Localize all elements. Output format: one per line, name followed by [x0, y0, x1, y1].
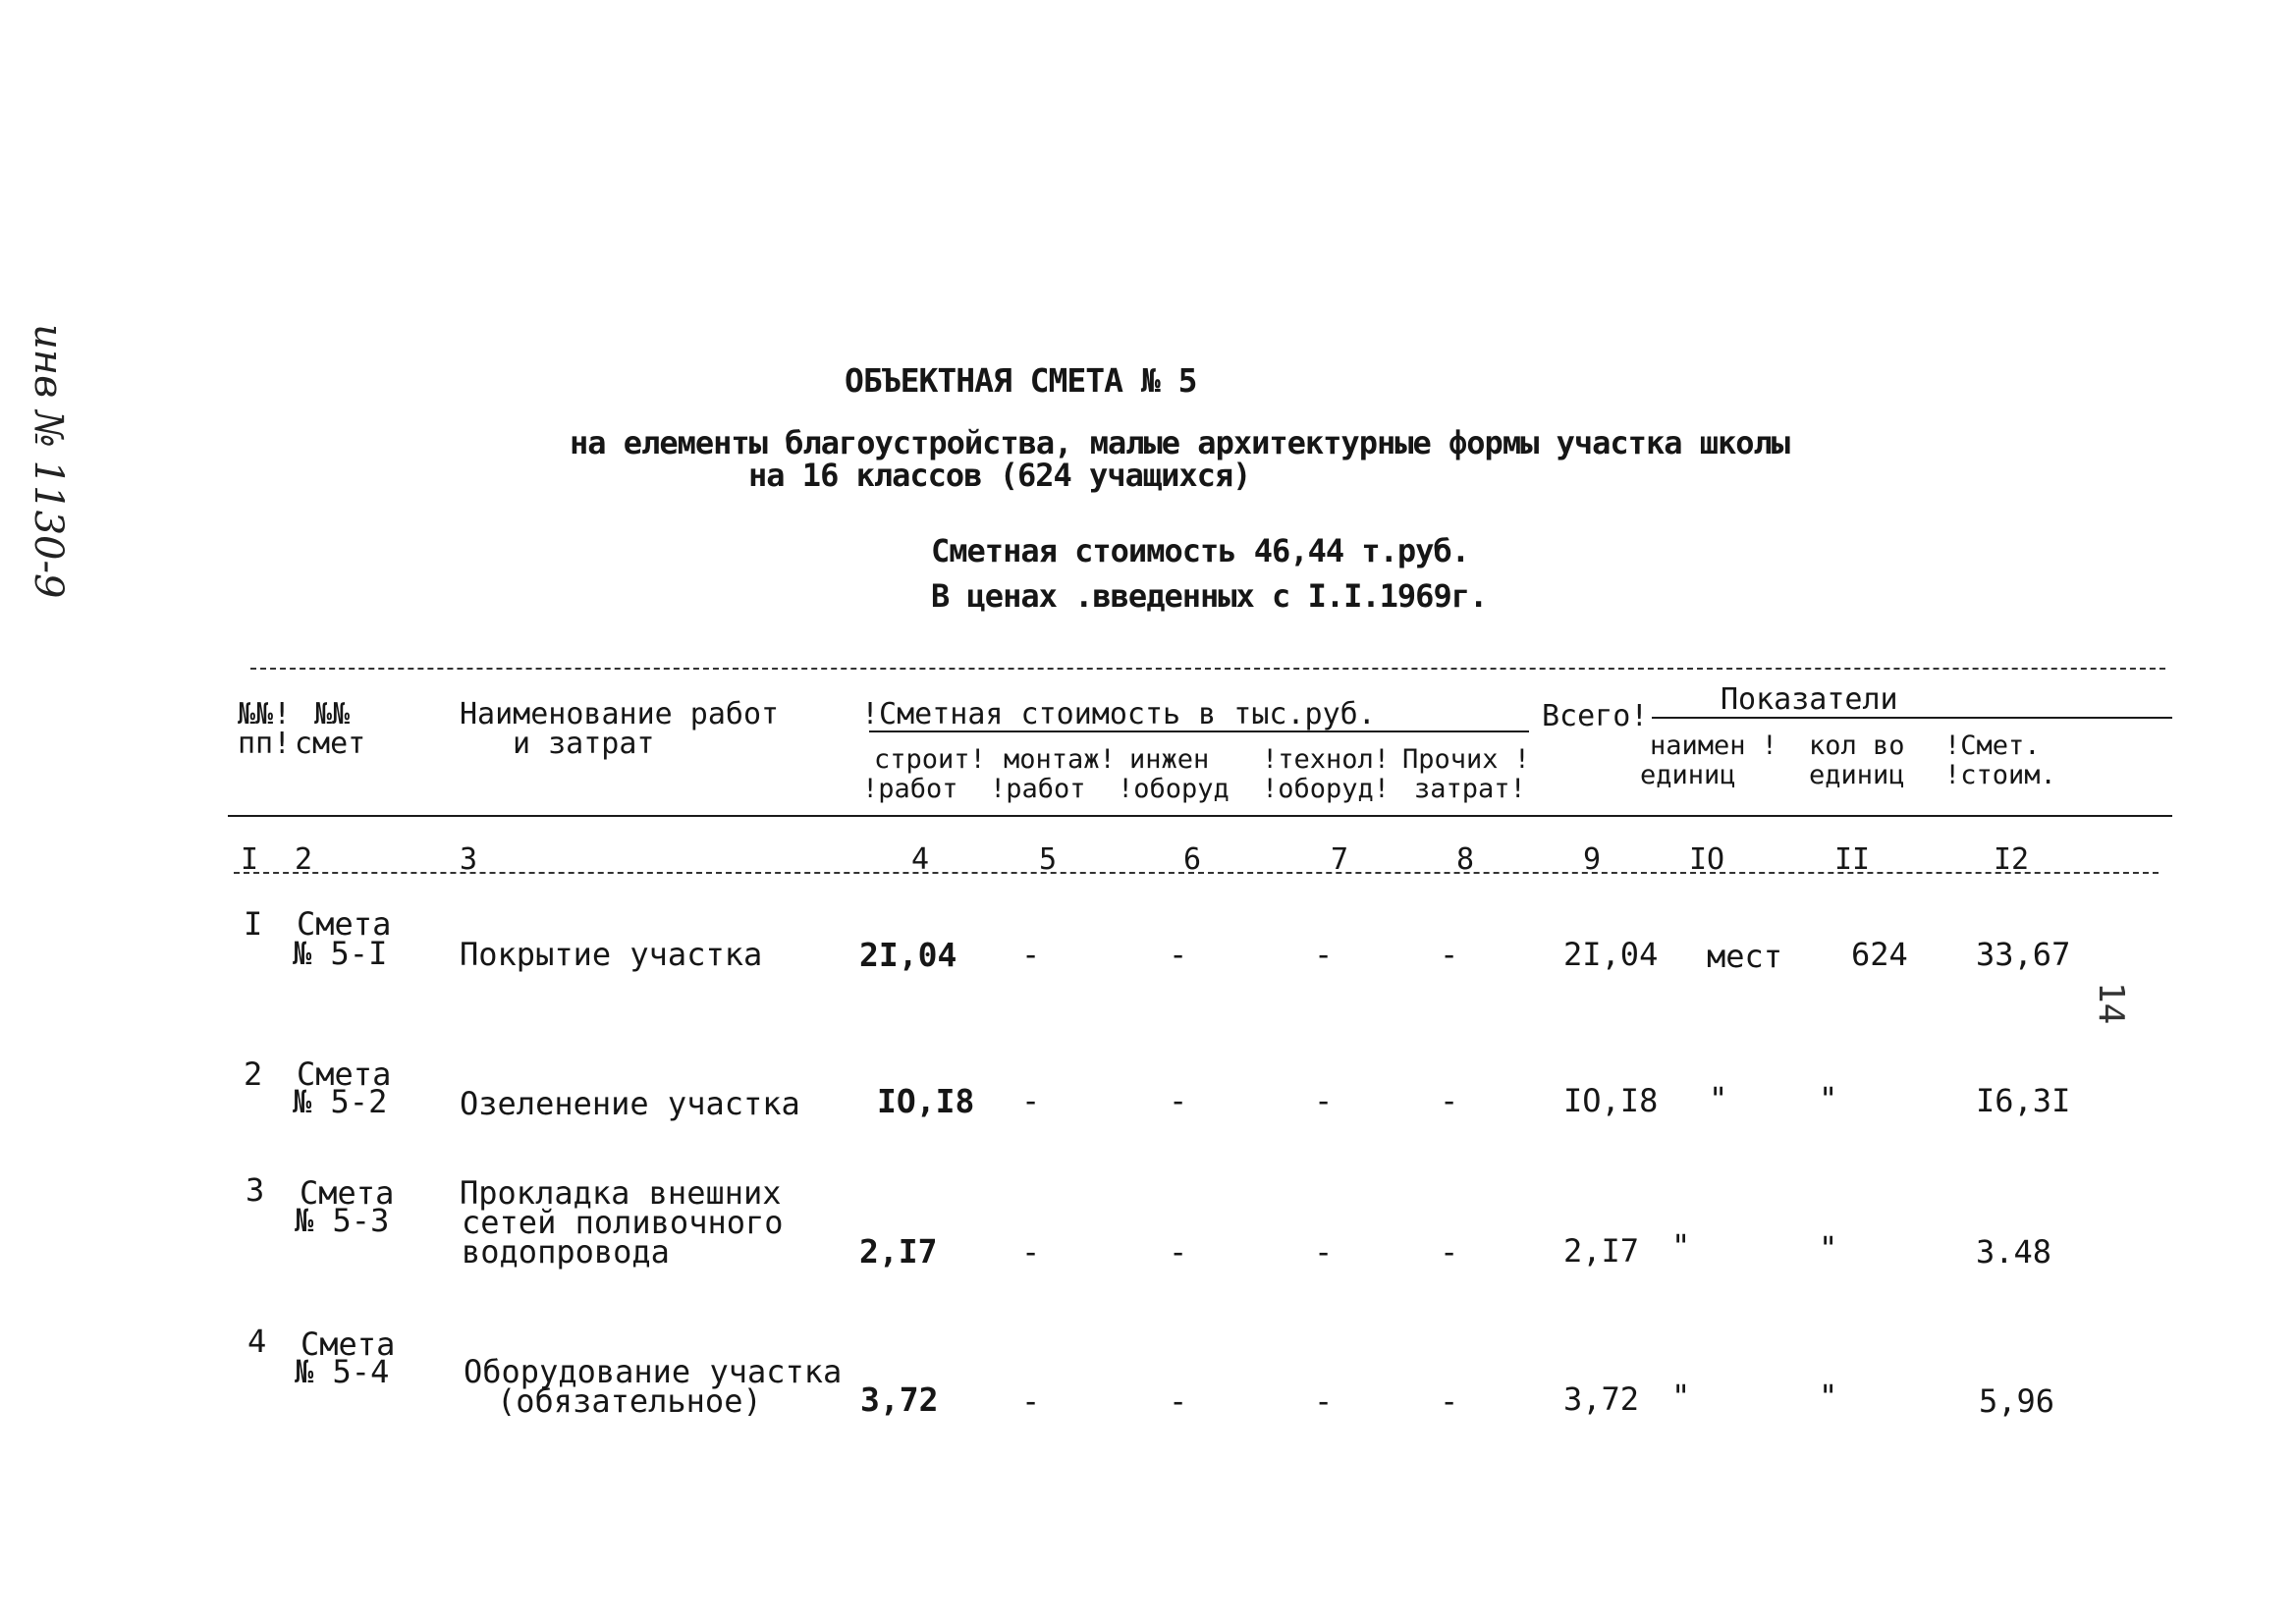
header-estimate-number-sub: смет — [295, 727, 366, 761]
work-name-line: (обязательное) — [497, 1382, 762, 1420]
header-installation-sub: !работ — [990, 774, 1086, 804]
construction-cost: 3,72 — [860, 1380, 939, 1419]
row-number: 3 — [246, 1171, 265, 1209]
header-other-sub: затрат! — [1414, 774, 1526, 804]
engineering-cost: - — [1169, 1233, 1188, 1271]
header-unit-cost: !Смет. — [1944, 730, 2041, 761]
column-number: 4 — [911, 842, 930, 877]
header-row-number: №№! — [238, 697, 292, 731]
column-number: 2 — [295, 842, 313, 877]
prices-basis: В ценах .введенных с I.I.1969г. — [931, 577, 1488, 615]
estimate-number: № 5-4 — [295, 1353, 390, 1390]
header-installation: монтаж! — [1004, 744, 1116, 775]
column-number: 3 — [460, 842, 478, 877]
technological-cost: - — [1314, 1382, 1334, 1420]
header-work-name-sub: и затрат — [513, 727, 655, 761]
document-title: ОБЪЕКТНАЯ СМЕТА № 5 — [845, 361, 1197, 400]
technological-cost: - — [1314, 1233, 1334, 1271]
header-work-name: Наименование работ — [460, 697, 780, 731]
estimate-label: Смета — [297, 905, 392, 943]
other-cost: - — [1440, 1233, 1459, 1271]
header-unit-name: наимен ! — [1650, 730, 1778, 761]
unit-quantity: 624 — [1851, 936, 1908, 973]
unit-name: мест — [1707, 938, 1783, 975]
work-name: Покрытие участка — [460, 936, 763, 973]
construction-cost: 2I,04 — [859, 936, 957, 974]
inventory-stamp: инв № 1130-9 — [26, 324, 71, 599]
column-number: IO — [1689, 842, 1725, 877]
installation-cost: - — [1021, 936, 1041, 973]
column-number: I2 — [1994, 842, 2030, 877]
column-number: 9 — [1583, 842, 1602, 877]
header-cost-group: !Сметная стоимость в тыс.руб. — [861, 697, 1376, 731]
total-cost: 3,72 — [1563, 1380, 1640, 1418]
unit-quantity: " — [1819, 1229, 1838, 1267]
unit-name: " — [1709, 1080, 1728, 1117]
header-technological-sub: !оборуд! — [1262, 774, 1391, 804]
header-construction-sub: !работ — [862, 774, 958, 804]
unit-name: " — [1671, 1378, 1691, 1415]
unit-cost: 33,67 — [1976, 936, 2071, 973]
total-cost: IO,I8 — [1563, 1082, 1659, 1119]
header-construction: строит! — [874, 744, 986, 775]
header-estimate-number: №№ — [314, 697, 351, 731]
row-number: 4 — [247, 1323, 267, 1360]
header-indicators-group: Показатели — [1721, 682, 1898, 717]
estimate-label: Смета — [297, 1055, 392, 1093]
header-total: Всего! — [1542, 699, 1649, 733]
estimate-number: № 5-2 — [293, 1083, 388, 1120]
header-unit-cost-sub: !стоим. — [1944, 760, 2056, 790]
work-name-line: Оборудование участка — [464, 1353, 843, 1390]
total-cost: 2I,04 — [1563, 936, 1659, 973]
estimate-label: Смета — [300, 1174, 395, 1212]
technological-cost: - — [1314, 936, 1334, 973]
indicators-group-rule — [1652, 717, 2172, 719]
header-engineering: инжен — [1129, 744, 1210, 775]
work-name-line: сетей поливочного — [462, 1204, 784, 1241]
installation-cost: - — [1021, 1233, 1041, 1271]
table-top-rule — [250, 668, 2165, 670]
page-number: 14 — [2091, 982, 2131, 1025]
work-name-line: водопровода — [462, 1233, 670, 1271]
total-cost: 2,I7 — [1563, 1232, 1640, 1270]
unit-quantity: " — [1819, 1080, 1838, 1117]
estimated-cost: Сметная стоимость 46,44 т.руб. — [931, 532, 1469, 569]
header-row-number-sub: пп! — [238, 727, 292, 761]
unit-cost: 3.48 — [1976, 1233, 2052, 1271]
engineering-cost: - — [1169, 1382, 1188, 1420]
estimate-label: Смета — [301, 1325, 396, 1363]
installation-cost: - — [1021, 1082, 1041, 1119]
header-quantity-sub: единиц — [1809, 760, 1905, 790]
document-subtitle-line2: на 16 классов (624 учащихся) — [748, 457, 1251, 494]
engineering-cost: - — [1169, 1082, 1188, 1119]
column-number: 8 — [1456, 842, 1475, 877]
unit-cost: I6,3I — [1976, 1082, 2071, 1119]
column-number: 5 — [1039, 842, 1058, 877]
work-name: Озеленение участка — [460, 1085, 800, 1122]
other-cost: - — [1440, 1082, 1459, 1119]
estimate-number: № 5-3 — [295, 1202, 390, 1239]
header-unit-name-sub: единиц — [1640, 760, 1736, 790]
other-cost: - — [1440, 936, 1459, 973]
technological-cost: - — [1314, 1082, 1334, 1119]
work-name-line: Прокладка внешних — [460, 1174, 782, 1212]
unit-cost: 5,96 — [1979, 1382, 2055, 1420]
header-technological: !технол! — [1262, 744, 1391, 775]
row-number: I — [244, 905, 263, 943]
document-subtitle-line1: на елементы благоустройства, малые архитектурные формы участка школы — [570, 424, 1790, 461]
unit-quantity: " — [1819, 1378, 1838, 1415]
engineering-cost: - — [1169, 936, 1188, 973]
construction-cost: IO,I8 — [877, 1082, 975, 1120]
header-bottom-rule — [228, 815, 2172, 817]
column-number: 6 — [1183, 842, 1202, 877]
header-quantity: кол во — [1809, 730, 1905, 761]
header-engineering-sub: !оборуд — [1118, 774, 1230, 804]
column-number: 7 — [1331, 842, 1349, 877]
column-number: I — [241, 842, 259, 877]
header-other: Прочих ! — [1402, 744, 1531, 775]
row-number: 2 — [244, 1055, 263, 1093]
estimate-number: № 5-I — [293, 935, 388, 972]
column-number: II — [1834, 842, 1871, 877]
installation-cost: - — [1021, 1382, 1041, 1420]
construction-cost: 2,I7 — [859, 1232, 938, 1271]
other-cost: - — [1440, 1382, 1459, 1420]
unit-name: " — [1671, 1227, 1691, 1265]
